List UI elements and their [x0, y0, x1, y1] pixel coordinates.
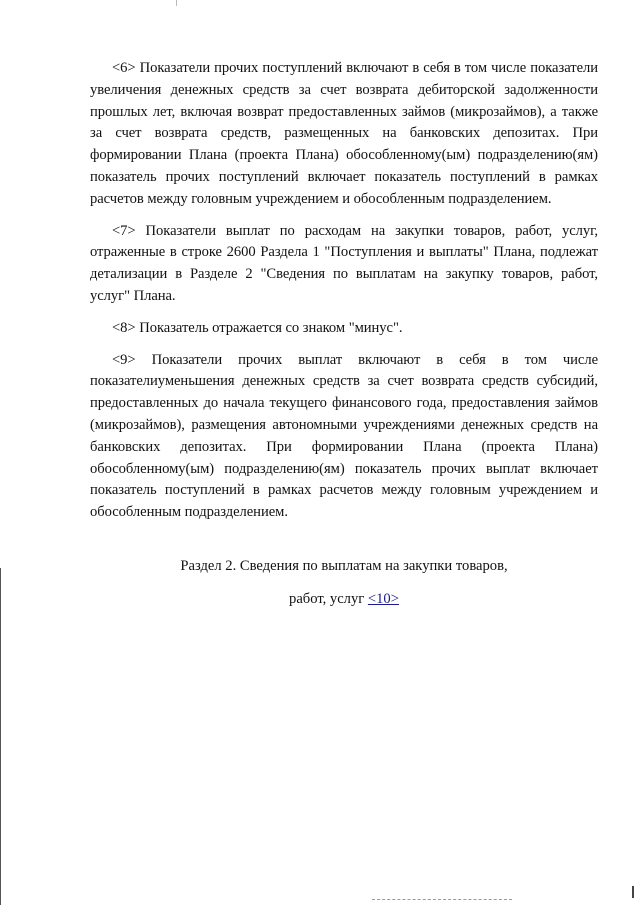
footnote-paragraph-8: <8> Показатель отражается со знаком "минус". — [112, 319, 403, 336]
section-title-line-2 — [90, 589, 598, 611]
section-title-text: работ, услуг — [289, 590, 365, 607]
scan-margin-line — [0, 568, 1, 905]
footnote-paragraph-6: <6> Показатели прочих поступлений включают в себя в том числе показатели увеличения денежных средств за счет возврата дебиторской задолженности прошлых лет, включая возврат предоставленных займов (микрозаймов), а также за счет возврата средств, размещенных на банковских депозитах. При формировании Плана (проекта Плана) обособленному(ым) подразделению(ям) показатель прочих поступлений включает показатель поступлений в рамках расчетов между головным учреждением и обособленным подразделением. — [90, 60, 598, 207]
section-title — [90, 556, 598, 611]
footnote-10-link[interactable]: <10> — [367, 590, 399, 607]
scan-mark-corner — [632, 886, 637, 898]
footnote-paragraph-9: <9> Показатели прочих выплат включают в себя в том числе показателиуменьшения денежных средств за счет возврата средств субсидий, предоставленных до начала текущего финансового года, предоставления займов (микрозаймов), размещения автономными учреждениями денежных средств на банковских депозитах. При формировании Плана (проекта Плана) обособленному(ым) подразделению(ям) показатель прочих выплат включает показатель поступлений в рамках расчетов между головным учреждением и обособленным подразделением. — [90, 351, 598, 521]
section-title-line-1: Раздел 2. Сведения по выплатам на закупки товаров, — [180, 557, 508, 574]
scan-mark-top — [176, 0, 177, 6]
scan-mark-bottom — [372, 899, 512, 901]
footnote-paragraph-7: <7> Показатели выплат по расходам на закупки товаров, работ, услуг, отраженные в строке 2600 Раздела 1 "Поступления и выплаты" Плана, подлежат детализации в Разделе 2 "Сведения по выплатам на закупку товаров, работ, услуг" Плана. — [90, 222, 598, 304]
document-page — [90, 58, 598, 611]
